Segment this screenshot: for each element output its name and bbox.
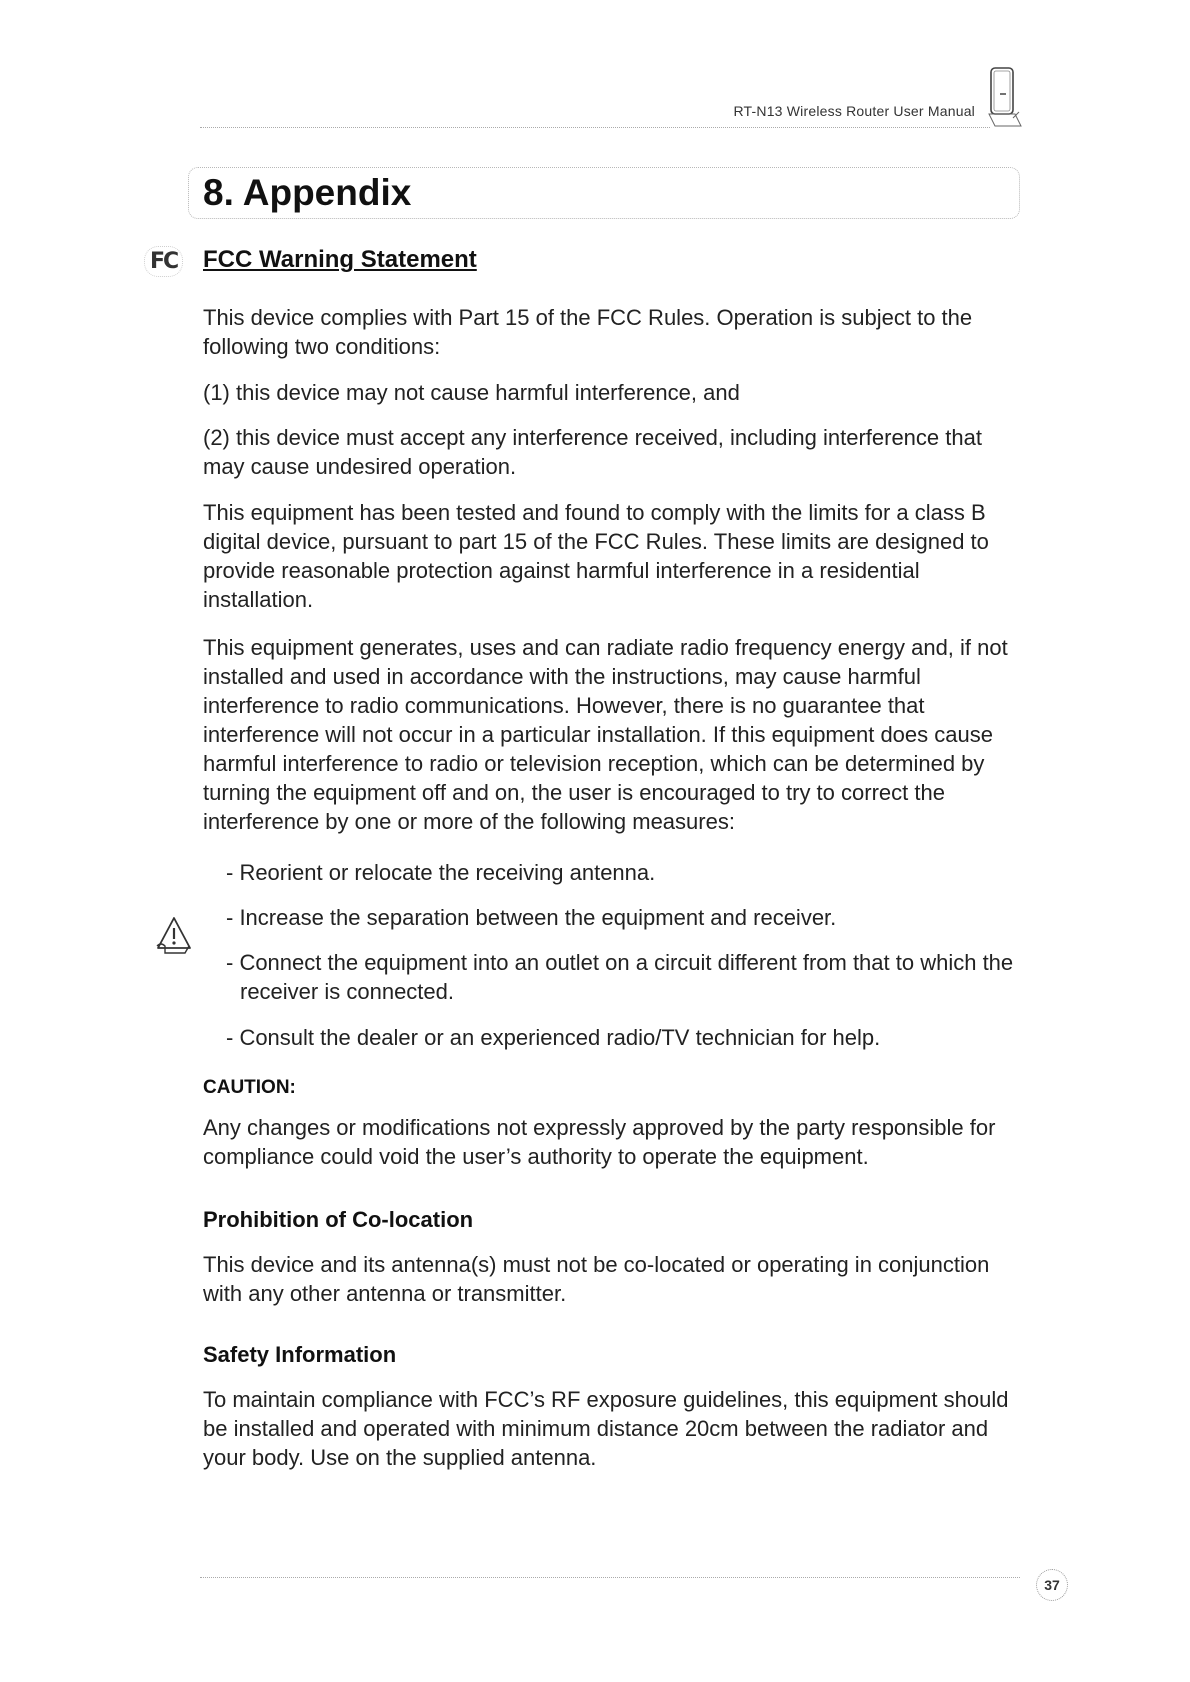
fcc-condition-2: (2) this device must accept any interference received, including interference that may cause undesired operation. <box>203 425 982 479</box>
caution-label: CAUTION: <box>203 1077 296 1098</box>
chapter-title: 8. Appendix <box>203 172 412 213</box>
caution-paragraph: Any changes or modifications not expressly approved by the party responsible for compliance could void the user’s authority to operate the equipment. <box>203 1115 996 1169</box>
interference-paragraph: This equipment generates, uses and can radiate radio frequency energy and, if not installed and used in accordance with the instructions, may cause harmful interference to radio communications. However, there is no guarantee that interference will not occur in a particular installation. If this equipment does cause harmful interference to radio or television reception, which can be determined by turning the equipment off and on, the user is encouraged to try to correct the interference by one or more of the following measures: <box>203 635 1008 834</box>
footer-divider <box>200 1577 1020 1578</box>
measure-item: - Reorient or relocate the receiving antenna. <box>226 860 656 885</box>
fcc-section-title: FCC Warning Statement <box>203 246 477 273</box>
colocation-heading: Prohibition of Co-location <box>203 1207 474 1232</box>
measure-item: - Consult the dealer or an experienced radio/TV technician for help. <box>226 1025 881 1050</box>
warning-hand-icon <box>155 915 193 955</box>
header-manual-title: RT-N13 Wireless Router User Manual <box>733 103 975 119</box>
header-divider <box>200 127 990 128</box>
router-icon <box>985 64 1025 134</box>
colocation-paragraph: This device and its antenna(s) must not be co-located or operating in conjunction with any other antenna or transmitter. <box>203 1252 990 1306</box>
measure-item: - Connect the equipment into an outlet on a circuit different from that to which the receiver is connected. <box>226 950 1014 1004</box>
fcc-condition-1: (1) this device may not cause harmful interference, and <box>203 380 740 405</box>
fcc-logo-icon: FC <box>144 246 183 277</box>
page-number: 37 <box>1036 1569 1068 1601</box>
class-b-paragraph: This equipment has been tested and found to comply with the limits for a class B digital device, pursuant to part 15 of the FCC Rules. These limits are designed to provide reasonable protection against harmful interference in a residential installation. <box>203 500 989 612</box>
fcc-intro-paragraph: This device complies with Part 15 of the FCC Rules. Operation is subject to the following two conditions: <box>203 305 973 359</box>
measure-item: - Increase the separation between the equipment and receiver. <box>226 905 837 930</box>
safety-paragraph: To maintain compliance with FCC’s RF exposure guidelines, this equipment should be installed and operated with minimum distance 20cm between the radiator and your body. Use on the supplied antenna. <box>203 1387 1009 1470</box>
safety-heading: Safety Information <box>203 1342 397 1367</box>
